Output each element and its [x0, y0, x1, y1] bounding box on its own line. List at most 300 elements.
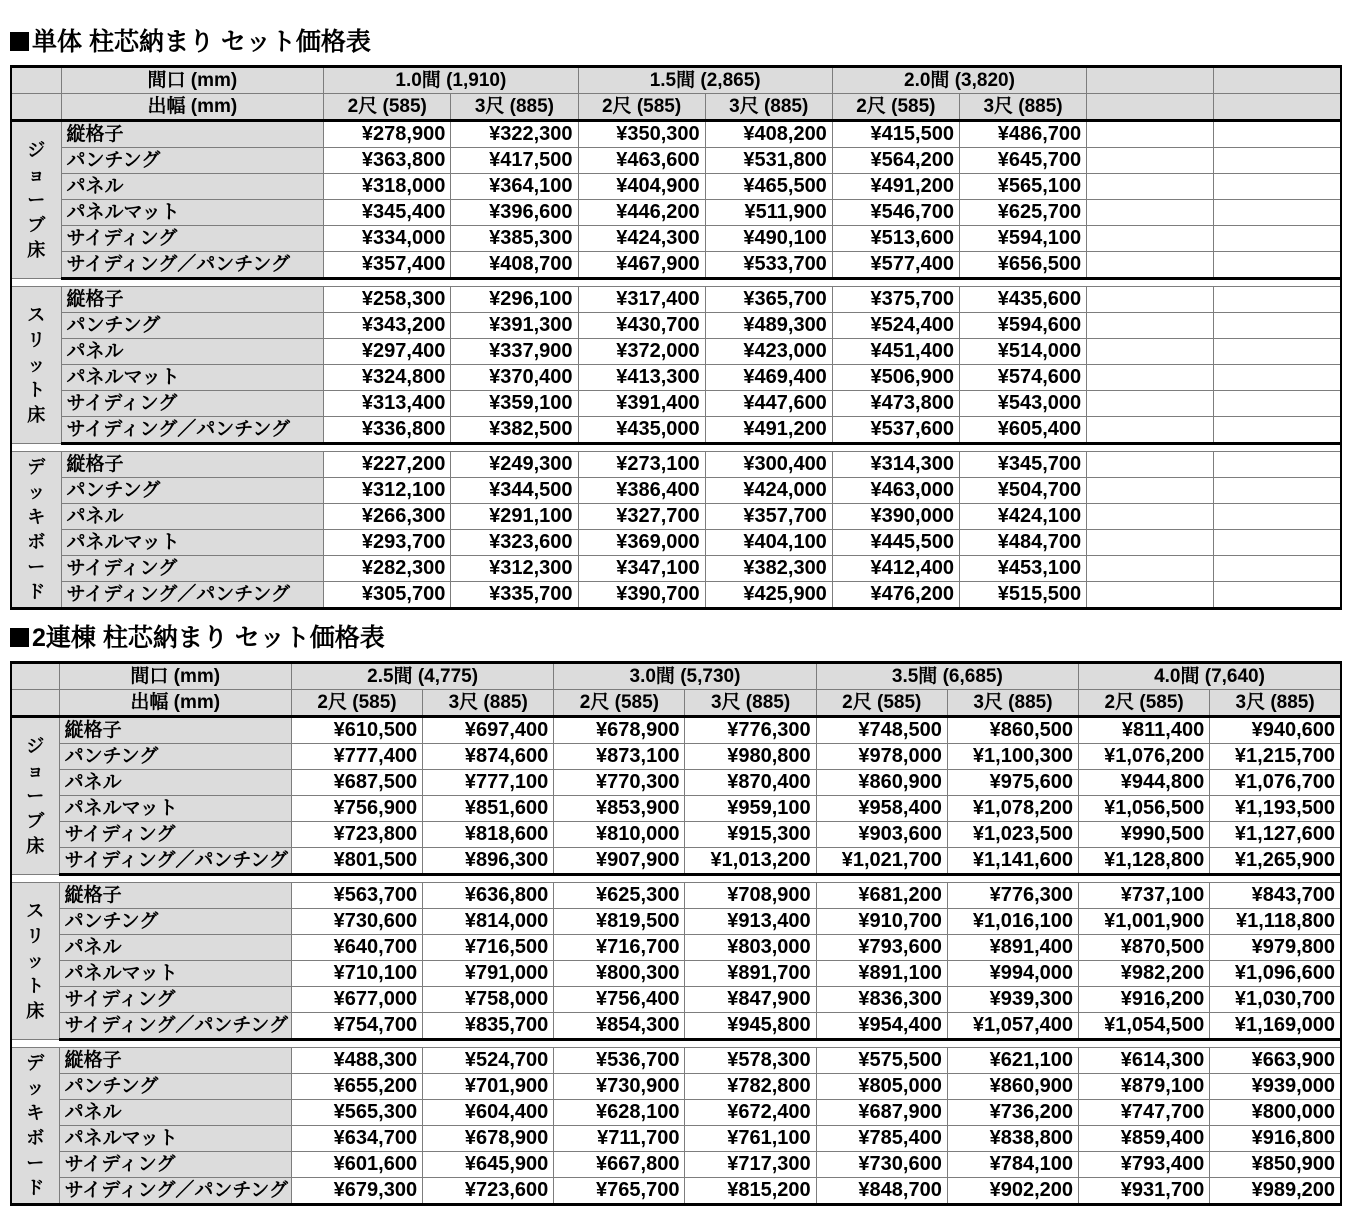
price-cell: ¥318,000	[324, 174, 451, 200]
table-row	[11, 504, 1341, 530]
table-row	[11, 770, 1341, 796]
price-cell-empty	[1214, 339, 1341, 365]
price-cell: ¥879,100	[1079, 1074, 1210, 1100]
price-cell: ¥565,100	[959, 174, 1086, 200]
price-cell: ¥907,900	[554, 848, 685, 875]
price-cell: ¥1,078,200	[947, 796, 1078, 822]
price-cell-empty	[1087, 365, 1214, 391]
price-cell-empty	[1087, 339, 1214, 365]
header2-span-4: 4.0間 (7,640)	[1079, 663, 1341, 690]
row-item-label: サイディング／パンチング	[61, 252, 324, 279]
price-cell: ¥372,000	[578, 339, 705, 365]
row-group-category: ス リ ッ ト 床	[11, 287, 61, 444]
row-item-label: サイディング	[59, 987, 291, 1013]
table-row	[11, 1100, 1341, 1126]
table-row	[11, 200, 1341, 226]
table-row	[11, 744, 1341, 770]
header-label-dehaba: 出幅 (mm)	[61, 94, 324, 121]
price-cell: ¥805,000	[816, 1074, 947, 1100]
price-cell: ¥982,200	[1079, 961, 1210, 987]
section-2rento	[0, 626, 1352, 1206]
subheader2-1: 2尺 (585)	[291, 690, 422, 717]
price-cell: ¥350,300	[578, 121, 705, 148]
price-cell: ¥370,400	[451, 365, 578, 391]
price-cell: ¥756,900	[291, 796, 422, 822]
header2-corner-2	[11, 690, 59, 717]
price-cell: ¥344,500	[451, 478, 578, 504]
price-cell: ¥776,300	[685, 717, 816, 744]
price-cell: ¥770,300	[554, 770, 685, 796]
price-cell: ¥412,400	[832, 556, 959, 582]
price-cell-empty	[1087, 200, 1214, 226]
price-cell: ¥537,600	[832, 417, 959, 444]
price-cell-empty	[1214, 200, 1341, 226]
price-cell: ¥940,600	[1210, 717, 1341, 744]
price-cell: ¥677,000	[291, 987, 422, 1013]
group-spacer-cell	[11, 875, 1341, 883]
price-cell: ¥873,100	[554, 744, 685, 770]
price-cell: ¥625,700	[959, 200, 1086, 226]
table-row	[11, 1013, 1341, 1040]
price-cell: ¥574,600	[959, 365, 1086, 391]
price-cell: ¥711,700	[554, 1126, 685, 1152]
header-span-4	[1087, 67, 1214, 94]
price-cell-empty	[1214, 121, 1341, 148]
price-cell: ¥491,200	[705, 417, 832, 444]
row-item-label: パネル	[59, 935, 291, 961]
table-row	[11, 452, 1341, 478]
price-cell: ¥614,300	[1079, 1048, 1210, 1074]
row-item-label: サイディング／パンチング	[59, 1013, 291, 1040]
price-cell: ¥835,700	[423, 1013, 554, 1040]
price-cell: ¥681,200	[816, 883, 947, 909]
price-cell: ¥490,100	[705, 226, 832, 252]
price-cell: ¥939,300	[947, 987, 1078, 1013]
price-cell: ¥777,100	[423, 770, 554, 796]
price-cell: ¥891,700	[685, 961, 816, 987]
table-row	[11, 121, 1341, 148]
price-cell: ¥564,200	[832, 148, 959, 174]
price-cell: ¥1,141,600	[947, 848, 1078, 875]
price-cell: ¥300,400	[705, 452, 832, 478]
price-cell-empty	[1214, 287, 1341, 313]
table-row	[11, 848, 1341, 875]
price-cell: ¥848,700	[816, 1178, 947, 1205]
subheader-7	[1087, 94, 1214, 121]
price-cell: ¥793,600	[816, 935, 947, 961]
subheader-6: 3尺 (885)	[959, 94, 1086, 121]
price-cell: ¥730,600	[816, 1152, 947, 1178]
price-cell: ¥850,900	[1210, 1152, 1341, 1178]
row-item-label: パンチング	[59, 1074, 291, 1100]
price-cell: ¥891,100	[816, 961, 947, 987]
price-cell: ¥645,900	[423, 1152, 554, 1178]
price-cell: ¥404,900	[578, 174, 705, 200]
row-item-label: パネルマット	[61, 200, 324, 226]
price-cell-empty	[1214, 391, 1341, 417]
price-cell-empty	[1214, 252, 1341, 279]
table-row	[11, 174, 1341, 200]
price-cell: ¥939,000	[1210, 1074, 1341, 1100]
section-title-2rento	[10, 626, 1342, 651]
table-row	[11, 582, 1341, 609]
price-cell: ¥467,900	[578, 252, 705, 279]
table-row	[11, 935, 1341, 961]
price-cell: ¥313,400	[324, 391, 451, 417]
subheader-1: 2尺 (585)	[324, 94, 451, 121]
price-cell: ¥628,100	[554, 1100, 685, 1126]
price-cell: ¥994,000	[947, 961, 1078, 987]
table-row	[11, 1048, 1341, 1074]
table-row	[11, 417, 1341, 444]
price-cell-empty	[1214, 478, 1341, 504]
price-cell: ¥345,400	[324, 200, 451, 226]
price-cell: ¥424,000	[705, 478, 832, 504]
table-row	[11, 883, 1341, 909]
price-cell: ¥710,100	[291, 961, 422, 987]
price-cell: ¥385,300	[451, 226, 578, 252]
header2-span-1: 2.5間 (4,775)	[291, 663, 553, 690]
price-cell: ¥777,400	[291, 744, 422, 770]
table-header-row-maguchi	[11, 67, 1341, 94]
price-cell: ¥723,800	[291, 822, 422, 848]
price-cell-empty	[1214, 226, 1341, 252]
price-cell: ¥756,400	[554, 987, 685, 1013]
price-cell-empty	[1214, 556, 1341, 582]
price-cell: ¥776,300	[947, 883, 1078, 909]
header2-span-3: 3.5間 (6,685)	[816, 663, 1078, 690]
price-cell: ¥716,500	[423, 935, 554, 961]
group-spacer-cell	[11, 444, 1341, 452]
row-item-label: パンチング	[61, 478, 324, 504]
price-cell: ¥958,400	[816, 796, 947, 822]
row-group-category: ジ ョ ー ブ 床	[11, 121, 61, 279]
group-spacer	[11, 444, 1341, 452]
price-cell-empty	[1087, 252, 1214, 279]
price-cell: ¥896,300	[423, 848, 554, 875]
subheader2-5: 2尺 (585)	[816, 690, 947, 717]
price-cell: ¥533,700	[705, 252, 832, 279]
price-cell: ¥531,800	[705, 148, 832, 174]
price-cell: ¥716,700	[554, 935, 685, 961]
price-cell: ¥363,800	[324, 148, 451, 174]
group-spacer	[11, 1040, 1341, 1048]
price-cell: ¥435,600	[959, 287, 1086, 313]
table-row	[11, 226, 1341, 252]
section-title-text-2: 2連棟 柱芯納まり セット価格表	[32, 624, 385, 652]
price-cell: ¥870,500	[1079, 935, 1210, 961]
price-cell: ¥345,700	[959, 452, 1086, 478]
price-cell: ¥625,300	[554, 883, 685, 909]
subheader-8	[1214, 94, 1341, 121]
price-cell: ¥249,300	[451, 452, 578, 478]
header-corner	[11, 67, 61, 94]
price-cell: ¥423,000	[705, 339, 832, 365]
price-cell: ¥730,900	[554, 1074, 685, 1100]
price-cell: ¥322,300	[451, 121, 578, 148]
row-item-label: 縦格子	[59, 883, 291, 909]
price-cell-empty	[1214, 313, 1341, 339]
row-item-label: サイディング／パンチング	[59, 848, 291, 875]
price-cell: ¥1,127,600	[1210, 822, 1341, 848]
price-cell: ¥1,030,700	[1210, 987, 1341, 1013]
price-cell: ¥679,300	[291, 1178, 422, 1205]
price-cell: ¥754,700	[291, 1013, 422, 1040]
table-header-row-dehaba	[11, 94, 1341, 121]
price-cell: ¥678,900	[554, 717, 685, 744]
price-cell: ¥445,500	[832, 530, 959, 556]
table-row	[11, 339, 1341, 365]
row-group-category: デ ッ キ ボ ー ド	[11, 1048, 59, 1205]
row-item-label: サイディング	[59, 822, 291, 848]
table2-header-row-dehaba	[11, 690, 1341, 717]
table-row	[11, 961, 1341, 987]
price-cell: ¥357,700	[705, 504, 832, 530]
price-cell: ¥486,700	[959, 121, 1086, 148]
row-item-label: パネル	[59, 1100, 291, 1126]
price-cell: ¥513,600	[832, 226, 959, 252]
group-spacer	[11, 875, 1341, 883]
header-label-maguchi: 間口 (mm)	[61, 67, 324, 94]
header-span-2: 1.5間 (2,865)	[578, 67, 832, 94]
row-item-label: パンチング	[59, 909, 291, 935]
bullet-square-icon	[10, 32, 29, 51]
price-cell: ¥323,600	[451, 530, 578, 556]
price-cell: ¥357,400	[324, 252, 451, 279]
table2-header-row-maguchi	[11, 663, 1341, 690]
price-cell: ¥408,200	[705, 121, 832, 148]
price-cell: ¥736,200	[947, 1100, 1078, 1126]
price-cell: ¥430,700	[578, 313, 705, 339]
price-cell: ¥687,900	[816, 1100, 947, 1126]
row-item-label: 縦格子	[59, 1048, 291, 1074]
price-cell: ¥577,400	[832, 252, 959, 279]
table-row	[11, 365, 1341, 391]
price-cell: ¥417,500	[451, 148, 578, 174]
price-cell: ¥782,800	[685, 1074, 816, 1100]
price-cell-empty	[1214, 452, 1341, 478]
price-cell: ¥1,193,500	[1210, 796, 1341, 822]
price-cell: ¥803,000	[685, 935, 816, 961]
price-cell: ¥1,021,700	[816, 848, 947, 875]
table-row	[11, 822, 1341, 848]
price-cell: ¥636,800	[423, 883, 554, 909]
price-cell: ¥819,500	[554, 909, 685, 935]
price-cell-empty	[1214, 530, 1341, 556]
price-cell: ¥435,000	[578, 417, 705, 444]
price-cell: ¥870,400	[685, 770, 816, 796]
price-cell: ¥1,016,100	[947, 909, 1078, 935]
row-item-label: パネル	[61, 504, 324, 530]
price-cell: ¥978,000	[816, 744, 947, 770]
row-item-label: 縦格子	[59, 717, 291, 744]
row-item-label: 縦格子	[61, 121, 324, 148]
price-cell: ¥359,100	[451, 391, 578, 417]
price-cell: ¥980,800	[685, 744, 816, 770]
subheader2-2: 3尺 (885)	[423, 690, 554, 717]
price-cell: ¥476,200	[832, 582, 959, 609]
price-cell: ¥717,300	[685, 1152, 816, 1178]
price-cell-empty	[1087, 504, 1214, 530]
price-cell-empty	[1214, 504, 1341, 530]
price-cell: ¥515,500	[959, 582, 1086, 609]
price-cell: ¥708,900	[685, 883, 816, 909]
price-cell: ¥800,300	[554, 961, 685, 987]
table-row	[11, 391, 1341, 417]
price-cell: ¥1,118,800	[1210, 909, 1341, 935]
price-cell: ¥811,400	[1079, 717, 1210, 744]
price-cell: ¥343,200	[324, 313, 451, 339]
price-cell: ¥424,100	[959, 504, 1086, 530]
price-cell: ¥800,000	[1210, 1100, 1341, 1126]
price-cell: ¥851,600	[423, 796, 554, 822]
table-row	[11, 530, 1341, 556]
price-cell: ¥347,100	[578, 556, 705, 582]
price-cell-empty	[1087, 391, 1214, 417]
price-cell: ¥784,100	[947, 1152, 1078, 1178]
table-row	[11, 1126, 1341, 1152]
price-cell: ¥723,600	[423, 1178, 554, 1205]
table-row	[11, 252, 1341, 279]
table-row	[11, 909, 1341, 935]
header-span-1: 1.0間 (1,910)	[324, 67, 578, 94]
price-cell: ¥335,700	[451, 582, 578, 609]
price-cell: ¥989,200	[1210, 1178, 1341, 1205]
header2-label-dehaba: 出幅 (mm)	[59, 690, 291, 717]
price-cell: ¥524,700	[423, 1048, 554, 1074]
price-cell: ¥604,400	[423, 1100, 554, 1126]
subheader2-7: 2尺 (585)	[1079, 690, 1210, 717]
price-cell: ¥413,300	[578, 365, 705, 391]
subheader-2: 3尺 (885)	[451, 94, 578, 121]
price-cell-empty	[1087, 478, 1214, 504]
price-cell: ¥425,900	[705, 582, 832, 609]
price-cell: ¥916,200	[1079, 987, 1210, 1013]
price-cell: ¥382,500	[451, 417, 578, 444]
price-cell-empty	[1087, 582, 1214, 609]
row-item-label: サイディング／パンチング	[61, 417, 324, 444]
price-cell: ¥854,300	[554, 1013, 685, 1040]
price-cell-empty	[1214, 365, 1341, 391]
price-cell: ¥634,700	[291, 1126, 422, 1152]
price-cell: ¥605,400	[959, 417, 1086, 444]
price-cell-empty	[1087, 313, 1214, 339]
price-cell-empty	[1214, 417, 1341, 444]
price-cell: ¥801,500	[291, 848, 422, 875]
row-item-label: パネルマット	[61, 530, 324, 556]
price-cell: ¥278,900	[324, 121, 451, 148]
price-cell-empty	[1087, 417, 1214, 444]
table-row	[11, 987, 1341, 1013]
price-cell: ¥575,500	[816, 1048, 947, 1074]
price-cell: ¥266,300	[324, 504, 451, 530]
group-spacer-cell	[11, 279, 1341, 287]
price-cell: ¥860,900	[816, 770, 947, 796]
table-body-groups-t2	[11, 717, 1341, 1205]
price-cell-empty	[1087, 556, 1214, 582]
price-cell: ¥1,054,500	[1079, 1013, 1210, 1040]
price-table-2rento	[10, 661, 1342, 1206]
price-cell-empty	[1214, 582, 1341, 609]
price-cell: ¥375,700	[832, 287, 959, 313]
price-cell: ¥391,300	[451, 313, 578, 339]
price-cell: ¥687,500	[291, 770, 422, 796]
group-spacer	[11, 279, 1341, 287]
price-cell-empty	[1087, 148, 1214, 174]
subheader2-4: 3尺 (885)	[685, 690, 816, 717]
price-cell: ¥1,057,400	[947, 1013, 1078, 1040]
row-item-label: パネル	[61, 174, 324, 200]
subheader-4: 3尺 (885)	[705, 94, 832, 121]
price-cell: ¥667,800	[554, 1152, 685, 1178]
price-table-tantai	[10, 65, 1342, 610]
price-cell: ¥451,400	[832, 339, 959, 365]
group-spacer-cell	[11, 1040, 1341, 1048]
price-cell: ¥656,500	[959, 252, 1086, 279]
price-cell: ¥945,800	[685, 1013, 816, 1040]
price-cell: ¥931,700	[1079, 1178, 1210, 1205]
price-cell: ¥594,100	[959, 226, 1086, 252]
row-item-label: サイディング	[59, 1152, 291, 1178]
price-cell: ¥463,000	[832, 478, 959, 504]
price-cell: ¥843,700	[1210, 883, 1341, 909]
price-cell: ¥469,400	[705, 365, 832, 391]
price-cell-empty	[1214, 174, 1341, 200]
price-cell: ¥621,100	[947, 1048, 1078, 1074]
row-item-label: パネル	[59, 770, 291, 796]
header2-label-maguchi: 間口 (mm)	[59, 663, 291, 690]
price-cell: ¥810,000	[554, 822, 685, 848]
price-cell: ¥902,200	[947, 1178, 1078, 1205]
header-corner-2	[11, 94, 61, 121]
price-cell: ¥818,600	[423, 822, 554, 848]
price-cell: ¥730,600	[291, 909, 422, 935]
subheader-5: 2尺 (585)	[832, 94, 959, 121]
header2-span-2: 3.0間 (5,730)	[554, 663, 816, 690]
price-cell: ¥1,169,000	[1210, 1013, 1341, 1040]
subheader2-3: 2尺 (585)	[554, 690, 685, 717]
price-cell: ¥390,000	[832, 504, 959, 530]
price-cell: ¥678,900	[423, 1126, 554, 1152]
section-tantai	[0, 0, 1352, 610]
price-cell: ¥838,800	[947, 1126, 1078, 1152]
table-row	[11, 148, 1341, 174]
price-cell: ¥874,600	[423, 744, 554, 770]
price-cell: ¥1,056,500	[1079, 796, 1210, 822]
price-cell: ¥701,900	[423, 1074, 554, 1100]
price-cell: ¥910,700	[816, 909, 947, 935]
price-cell: ¥227,200	[324, 452, 451, 478]
price-cell: ¥337,900	[451, 339, 578, 365]
row-item-label: パンチング	[61, 148, 324, 174]
price-cell: ¥975,600	[947, 770, 1078, 796]
price-cell: ¥273,100	[578, 452, 705, 478]
price-cell: ¥491,200	[832, 174, 959, 200]
price-cell: ¥565,300	[291, 1100, 422, 1126]
price-cell: ¥408,700	[451, 252, 578, 279]
price-cell: ¥1,001,900	[1079, 909, 1210, 935]
price-cell: ¥815,200	[685, 1178, 816, 1205]
price-cell: ¥990,500	[1079, 822, 1210, 848]
price-cell: ¥860,900	[947, 1074, 1078, 1100]
price-cell: ¥312,300	[451, 556, 578, 582]
price-cell: ¥578,300	[685, 1048, 816, 1074]
price-cell: ¥944,800	[1079, 770, 1210, 796]
price-cell: ¥859,400	[1079, 1126, 1210, 1152]
price-cell: ¥369,000	[578, 530, 705, 556]
table-row	[11, 478, 1341, 504]
price-cell: ¥293,700	[324, 530, 451, 556]
